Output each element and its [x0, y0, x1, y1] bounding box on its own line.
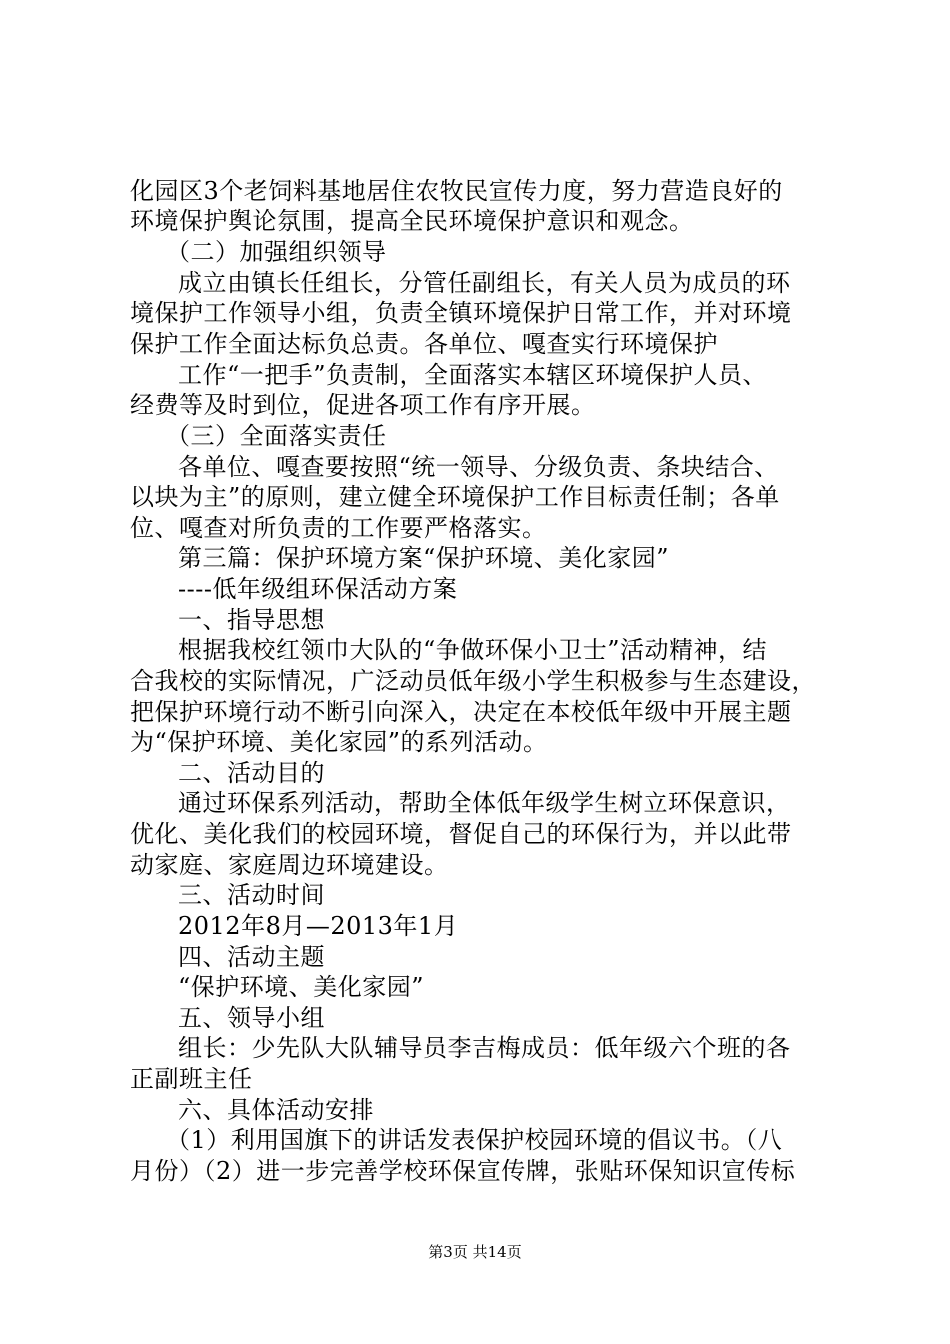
text-line: 合我校的实际情况，广泛动员低年级小学生积极参与生态建设，	[130, 667, 816, 695]
section-heading: 一、指导思想	[178, 606, 325, 634]
text-line: 各单位、嘎查要按照“统一领导、分级负责、条块结合、	[178, 453, 779, 481]
text-line: 通过环保系列活动，帮助全体低年级学生树立环保意识，	[178, 789, 791, 817]
text-line: 优化、美化我们的校园环境，督促自己的环保行为，并以此带	[130, 820, 792, 848]
chapter-title: 第三篇：保护环境方案“保护环境、美化家园”	[178, 544, 670, 572]
text-line: 根据我校红领巾大队的“争做环保小卫士”活动精神，结	[178, 636, 768, 664]
section-heading: 三、活动时间	[178, 881, 325, 909]
text-line: 以块为主”的原则，建立健全环境保护工作目标责任制；各单	[130, 483, 780, 511]
text-line: 保护工作全面达标负总责。各单位、嘎查实行环境保护	[130, 330, 718, 358]
section-heading: 六、具体活动安排	[178, 1096, 374, 1124]
text-line: 月份）（2）进一步完善学校环保宣传牌，张贴环保知识宣传标	[130, 1157, 796, 1185]
text-line: 位、嘎查对所负责的工作要严格落实。	[130, 514, 547, 542]
text-line: 环境保护舆论氛围，提高全民环境保护意识和观念。	[130, 207, 694, 235]
text-line: 工作“一把手”负责制，全面落实本辖区环境保护人员、	[178, 361, 768, 389]
text-line: 经费等及时到位，促进各项工作有序开展。	[130, 391, 596, 419]
text-line: 成立由镇长任组长，分管任副组长，有关人员为成员的环	[178, 269, 791, 297]
text-line: 境保护工作领导小组，负责全镇环境保护日常工作，并对环境	[130, 299, 792, 327]
section-heading: （二）加强组织领导	[166, 238, 387, 266]
text-line: 为“保护环境、美化家园”的系列活动。	[130, 728, 548, 756]
section-heading: 五、领导小组	[178, 1004, 325, 1032]
section-heading: （三）全面落实责任	[166, 422, 387, 450]
page-number-footer: 第3页 共14页	[428, 1243, 522, 1261]
chapter-subtitle: ----低年级组环保活动方案	[178, 575, 458, 603]
text-line: 化园区3个老饲料基地居住农牧民宣传力度，努力营造良好的	[130, 177, 783, 205]
text-line: 组长：少先队大队辅导员李吉梅成员：低年级六个班的各	[178, 1034, 791, 1062]
section-heading: 二、活动目的	[178, 759, 325, 787]
text-line: 把保护环境行动不断引向深入，决定在本校低年级中开展主题	[130, 698, 792, 726]
text-line: “保护环境、美化家园”	[178, 973, 425, 1001]
text-line: 正副班主任	[130, 1065, 253, 1093]
text-line: 2012年8月—2013年1月	[178, 912, 459, 940]
text-line: （1）利用国旗下的讲话发表保护校园环境的倡议书。（八	[166, 1126, 783, 1154]
text-line: 动家庭、家庭周边环境建设。	[130, 851, 449, 879]
section-heading: 四、活动主题	[178, 943, 325, 971]
